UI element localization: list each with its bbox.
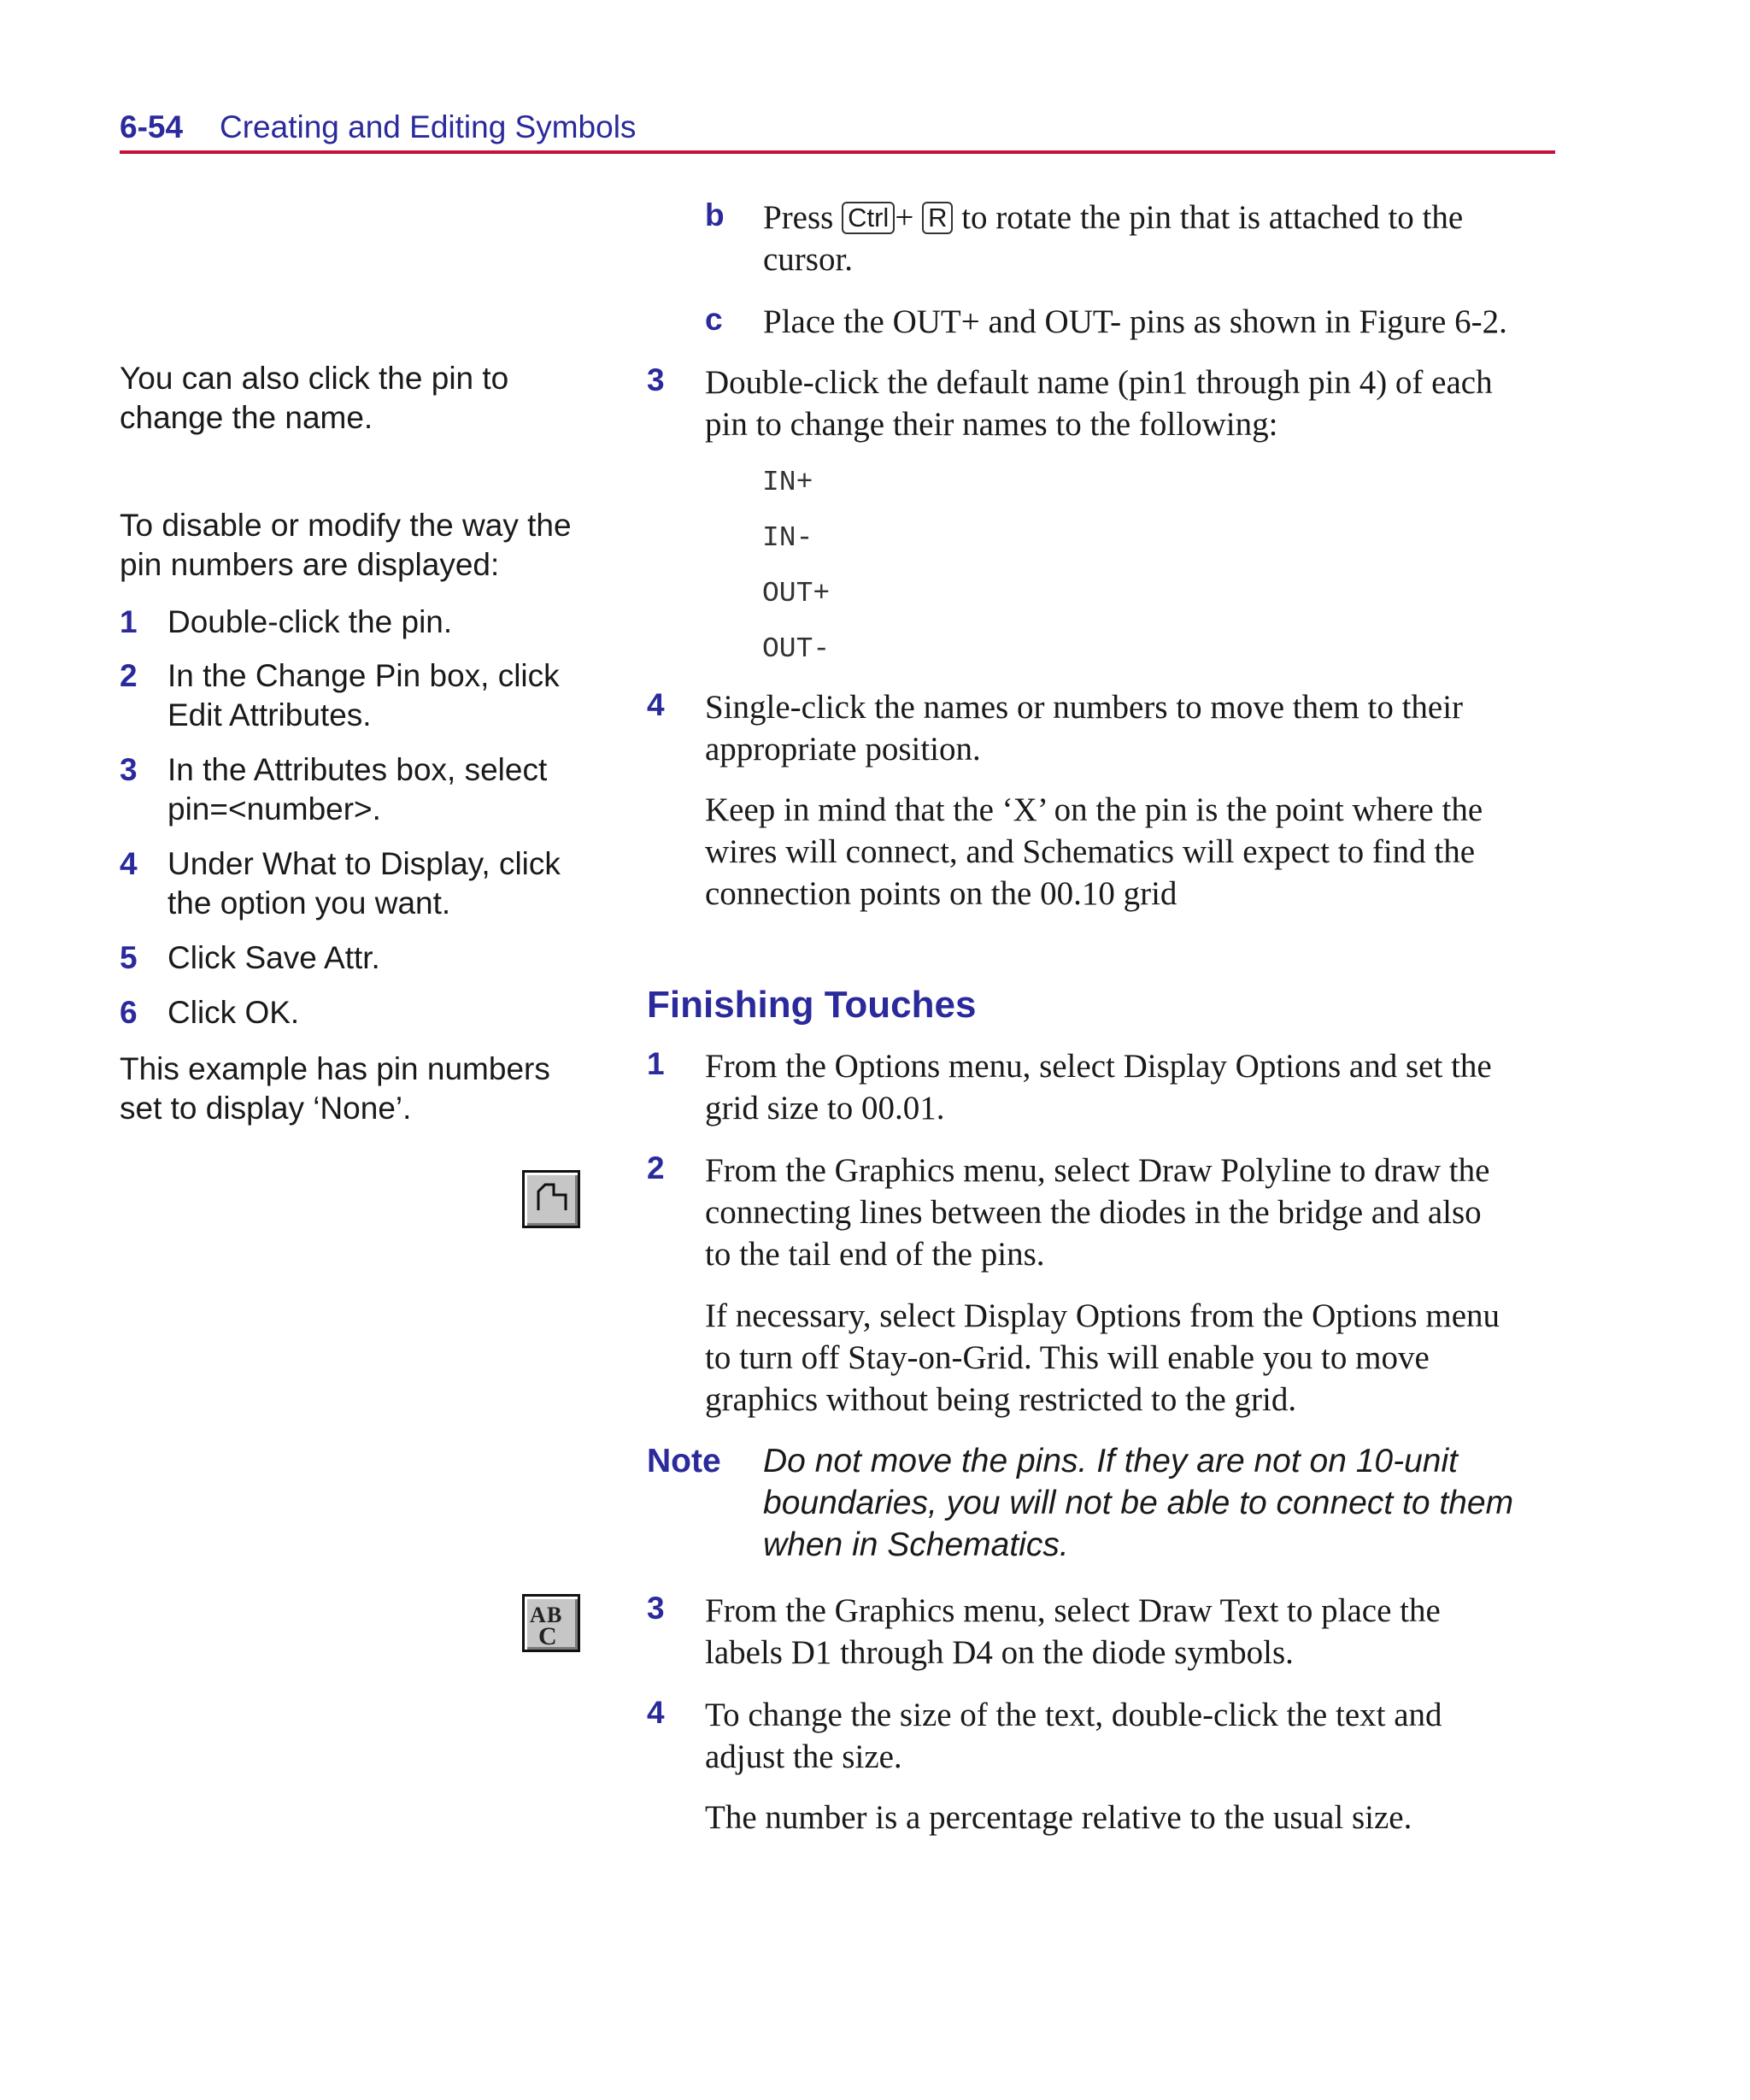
page-number: 6-54 [120, 109, 184, 144]
section-title: Finishing Touches [647, 984, 977, 1026]
chapter-title: Creating and Editing Symbols [220, 109, 637, 144]
svg-text:B: B [547, 1603, 562, 1627]
svg-text:C: C [538, 1622, 557, 1650]
svg-text:A: A [530, 1603, 546, 1627]
if-necessary-paragraph: If necessary, select Display Options from the Options menu to turn off Stay-on-Grid. This will enable you to move graphics without being restricted to the grid. [705, 1297, 1500, 1418]
sidebar-example-note: This example has pin numbers set to display ‘None’. [120, 1051, 550, 1126]
r-key: R [922, 202, 953, 234]
note-label: Note [647, 1443, 721, 1479]
pin-name-in-plus: IN+ [762, 467, 813, 498]
pin-name-out-plus: OUT+ [762, 578, 831, 609]
percentage-note: The number is a percentage relative to the usual size. [705, 1799, 1412, 1836]
pin-name-out-minus: OUT- [762, 633, 831, 665]
pin-name-in-minus: IN- [762, 522, 813, 554]
draw-polyline-icon [522, 1170, 580, 1228]
sidebar-tip-rename: You can also click the pin to change the name. [120, 361, 509, 435]
note-text: Do not move the pins. If they are not on 10-unit boundaries, you will not be able to connect to them when in Schematics. [763, 1443, 1514, 1563]
ctrl-key: Ctrl [842, 202, 895, 234]
header-rule [120, 150, 1555, 154]
sidebar-tip-disable: To disable or modify the way the pin numbers are displayed: [120, 508, 572, 582]
keep-in-mind-paragraph: Keep in mind that the ‘X’ on the pin is the point where the wires will connect, and Schematics will expect to find the connection points on the 00.10 grid [705, 791, 1483, 912]
draw-text-icon [522, 1594, 580, 1652]
